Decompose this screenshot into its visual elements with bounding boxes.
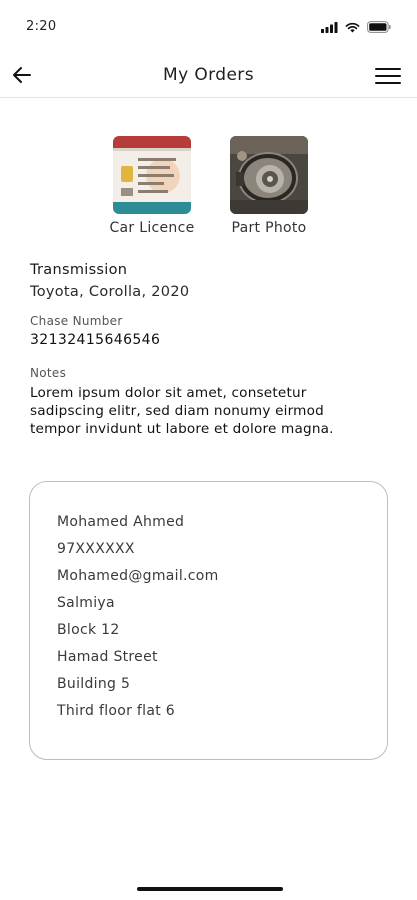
page-title: My Orders (163, 65, 254, 85)
order-details (30, 262, 390, 438)
hamburger-menu-icon (375, 67, 401, 85)
car-licence-photo[interactable] (97, 136, 207, 236)
address-area: Salmiya (57, 595, 115, 611)
address-card (29, 481, 388, 760)
address-floor: Third floor flat 6 (57, 703, 175, 719)
part-name: Transmission (30, 262, 128, 278)
home-indicator[interactable] (137, 887, 283, 891)
part-photo-caption: Part Photo (231, 220, 307, 236)
menu-button[interactable] (375, 67, 401, 85)
notes-line: Lorem ipsum dolor sit amet, consetetur (30, 385, 307, 401)
signal-icon (321, 22, 338, 33)
status-icons (321, 21, 391, 33)
customer-name: Mohamed Ahmed (57, 514, 185, 530)
notes-text (30, 384, 390, 438)
car-info: Toyota, Corolla, 2020 (30, 284, 190, 300)
notes-line: tempor invidunt ut labore et dolore magna. (30, 421, 334, 437)
customer-email: Mohamed@gmail.com (57, 568, 219, 584)
car-licence-caption: Car Licence (109, 220, 195, 236)
address-building: Building 5 (57, 676, 131, 692)
wifi-icon (345, 22, 360, 33)
part-photo-image (230, 136, 308, 214)
address-street: Hamad Street (57, 649, 158, 665)
part-photo[interactable] (214, 136, 324, 236)
status-time: 2:20 (26, 19, 57, 34)
status-bar (0, 0, 417, 52)
address-block: Block 12 (57, 622, 120, 638)
notes-label: Notes (30, 366, 67, 380)
nav-bar (0, 52, 417, 98)
battery-icon (367, 21, 391, 33)
customer-phone: 97XXXXXX (57, 541, 135, 557)
order-photos (0, 136, 417, 246)
chase-number-label: Chase Number (30, 314, 123, 328)
chase-number-value: 32132415646546 (30, 332, 161, 348)
notes-line: sadipscing elitr, sed diam nonumy eirmod (30, 403, 324, 419)
car-licence-image (113, 136, 191, 214)
